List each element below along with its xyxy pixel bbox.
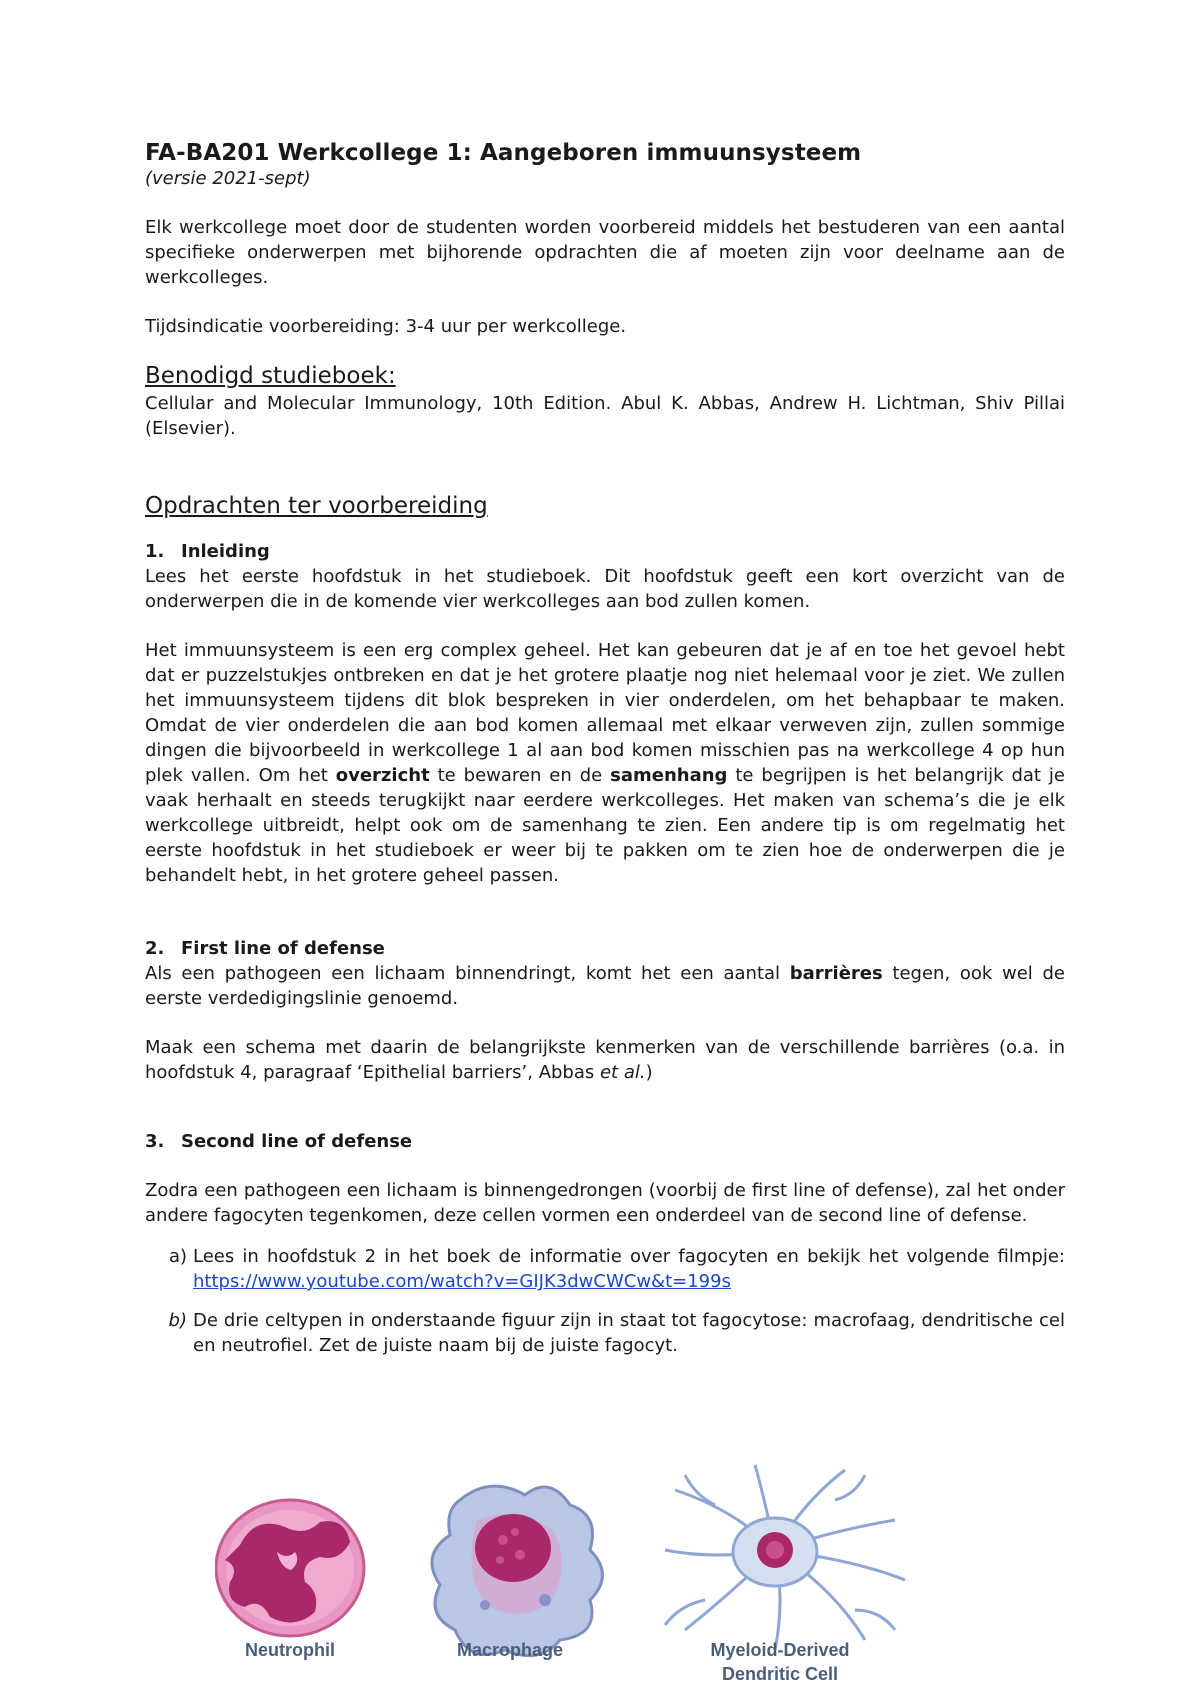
question-a — [145, 1244, 1065, 1294]
label-dendritic-line-1: Myeloid-Derived — [710, 1640, 850, 1660]
question-a-text: Lees in hoofdstuk 2 in het boek de informatie over fagocyten en bekijk het volgende filmpje: https://www.youtube.com/watch?v=GIJK3dwCWCw&t=199s — [193, 1246, 1065, 1292]
phagocyte-illustration — [215, 1460, 995, 1660]
dendritic-cell-illustration — [665, 1465, 905, 1650]
section-2-heading — [145, 936, 1065, 961]
time-indication: Tijdsindicatie voorbereiding: 3-4 uur per werkcollege. — [145, 316, 627, 337]
section-1-paragraph-1: Lees het eerste hoofdstuk in het studieboek. Dit hoofdstuk geeft een kort overzicht van de onderwerpen die in de komende vier werkcolleges aan bod zullen komen. — [145, 566, 1065, 612]
macrophage-illustration — [432, 1486, 603, 1656]
section-3-paragraph-1: Zodra een pathogeen een lichaam is binnengedrongen (voorbij de first line of defense), zal het onder andere fagocyten tegenkomen, deze cellen vormen een onderdeel van de second line of defense. — [145, 1180, 1065, 1226]
document-title: FA-BA201 Werkcollege 1: Aangeboren immuunsysteem — [145, 140, 862, 166]
intro-paragraph: Elk werkcollege moet door de studenten worden voorbereid middels het bestuderen van een aantal specifieke onderwerpen met bijhorende opdrachten die af moeten zijn voor deelname aan de werkcolleges. — [145, 217, 1065, 288]
section-2-paragraph-2: Maak een schema met daarin de belangrijkste kenmerken van de verschillende barrières (o.a. in hoofdstuk 4, paragraaf ‘Epithelial barriers’, Abbas et al.) — [145, 1037, 1065, 1083]
neutrophil-illustration — [216, 1500, 364, 1636]
section-1-number: 1. — [145, 541, 165, 562]
assignments-heading: Opdrachten ter voorbereiding — [145, 493, 488, 519]
section-2-paragraph-1: Als een pathogeen een lichaam binnendringt, komt het een aantal barrières tegen, ook wel de eerste verdedigingslinie genoemd. — [145, 963, 1065, 1009]
section-1-paragraph-2: Het immuunsysteem is een erg complex geheel. Het kan gebeuren dat je af en toe het gevoel hebt dat er puzzelstukjes ontbreken en dat je het grotere plaatje nog niet helemaal voor je ziet. We zullen het immuunsysteem tijdens dit blok bespreken in vier onderdelen, om het behapbaar te maken. Omdat de vier onderdelen die aan bod komen allemaal met elkaar verweven zijn, zullen sommige dingen die bijvoorbeeld in werkcollege 1 al aan bod komen misschien pas na werkcollege 4 op hun plek vallen. Om het overzicht te bewaren en de samenhang te begrijpen is het belangrijk dat je vaak herhaalt en steeds terugkijkt naar eerdere werkcolleges. Het maken van schema’s die je elk werkcollege uitbreidt, helpt ook om de samenhang te zien. Een andere tip is om regelmatig het eerste hoofdstuk in het studieboek er weer bij te pakken om te zien hoe de onderwerpen die je behandelt hebt, in het grotere geheel passen. — [145, 640, 1065, 886]
book-text: Cellular and Molecular Immunology, 10th Edition. Abul K. Abbas, Andrew H. Lichtman, Shiv Pillai (Elsevier). — [145, 393, 1065, 439]
document-version: (versie 2021-sept) — [145, 168, 311, 189]
youtube-link[interactable]: https://www.youtube.com/watch?v=GIJK3dwCWCw&t=199s — [193, 1271, 731, 1292]
section-1-heading — [145, 539, 1065, 564]
section-3-heading — [145, 1129, 1065, 1154]
question-b-label: b) — [168, 1310, 187, 1331]
question-a-label: a) — [168, 1246, 187, 1267]
section-3-title: Second line of defense — [181, 1131, 413, 1152]
label-dendritic-line-2: Dendritic Cell — [721, 1664, 839, 1684]
document-page — [145, 140, 1065, 1358]
section-2-title: First line of defense — [181, 938, 385, 959]
section-2-number: 2. — [145, 938, 165, 959]
book-heading: Benodigd studieboek: — [145, 363, 396, 389]
question-b-text: De drie celtypen in onderstaande figuur zijn in staat tot fagocytose: macrofaag, dendritische cel en neutrofiel. Zet de juiste naam bij de juiste fagocyt. — [193, 1310, 1065, 1356]
label-macrophage: Macrophage — [456, 1640, 564, 1660]
section-1-title: Inleiding — [181, 541, 270, 562]
section-3-number: 3. — [145, 1131, 165, 1152]
phagocyte-figure — [215, 1460, 995, 1698]
label-neutrophil: Neutrophil — [245, 1640, 335, 1660]
question-b — [145, 1308, 1065, 1358]
